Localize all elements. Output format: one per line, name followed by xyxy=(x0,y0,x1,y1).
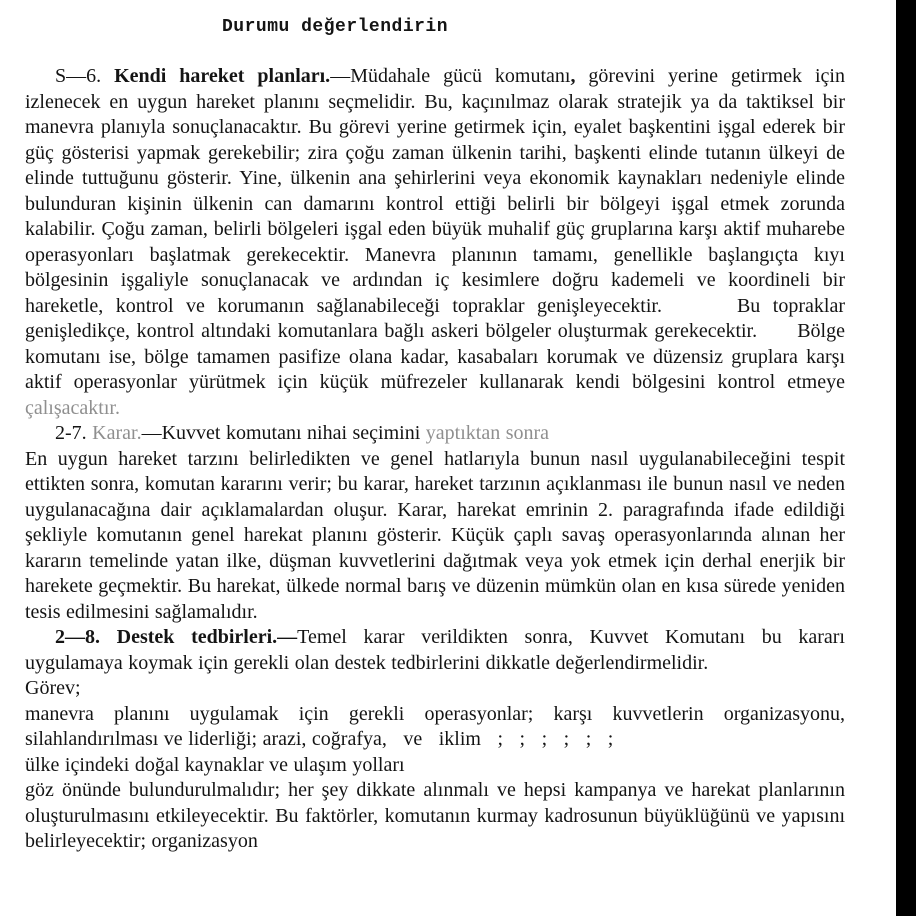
text-segment: 2-7. xyxy=(55,422,93,444)
text-segment: S—6. xyxy=(55,65,115,87)
text-segment: 2—8. Destek tedbirleri.— xyxy=(55,626,298,648)
document-text-block xyxy=(25,14,845,855)
scan-edge-bar xyxy=(896,0,916,916)
text-segment: —Kuvvet komutanı nihai seçimini xyxy=(141,422,426,444)
page-title: Durumu değerlendirin xyxy=(222,17,449,37)
text-segment: —Müdahale gücü komutanı xyxy=(330,65,571,87)
text-segment: Görev; xyxy=(25,677,81,699)
paragraph-goz-onunde-bulundurulmali xyxy=(25,778,845,855)
paragraph-2-7-karar xyxy=(25,421,845,447)
text-segment: Kendi hareket planları. xyxy=(114,65,331,87)
paragraph-2-8-destek-tedbirleri xyxy=(25,625,845,676)
text-segment: En uygun hareket tarzını belirledikten ve genel hatlarıyla bunun nasıl uygulanabileceğini tespit ettikten sonra, komutan kararını verir; bu karar, hareket tarzının açıklanması ile bunun nasıl ve neden uygulanacağına dair açıklamalardan oluşur. Karar, harekat emrinin 2. paragrafında ifade edildiği şekliyle komutanın genel harekat planını gösterir. Küçük çaplı savaş operasyonlarında alınan her kararın temelinde yatan ilke, düşman kuvvetlerini dağıtmak veya yok etmek için derhal enerjik bir harekete geçmektir. Bu harekat, ülkede normal barış ve düzenin mümkün olan en kısa sürede yeniden tesis edilmesini sağlamalıdır. xyxy=(25,447,845,623)
text-segment: , xyxy=(570,65,576,87)
text-segment: ülke içindeki doğal kaynaklar ve ulaşım yolları xyxy=(25,753,405,776)
text-segment: Temel karar verildikten sonra, Kuvvet Komutanı bu kararı uygulamaya koymak için gerekli olan destek tedbirlerini dikkatle değerlendirmelidir. xyxy=(25,626,845,674)
paragraph-ulke-dogal-kaynaklar xyxy=(25,753,845,779)
text-segment: Karar. xyxy=(92,422,142,444)
text-segment: yaptıktan sonra xyxy=(425,422,550,444)
paragraph-manevra-plani-listesi xyxy=(25,702,845,753)
text-segment: manevra planını uygulamak için gerekli operasyonlar; karşı kuvvetlerin organizasyonu, silahlandırılması ve liderliği; arazi, coğrafya, ve iklim ; ; ; ; ; ; xyxy=(25,702,845,750)
paragraph-container xyxy=(25,64,845,855)
text-segment: göz önünde bulundurulmalıdır; her şey dikkate alınmalı ve hepsi kampanya ve harekat planlarının oluşturulmasını etkileyecektir. Bu faktörler, komutanın kurmay kadrosunun büyüklüğünü ve yapısını belirleyecektir; organizasyon xyxy=(25,779,845,852)
paragraph-gorev xyxy=(25,676,845,702)
paragraph-s6-kendi-hareket-planlari xyxy=(25,64,845,421)
paragraph-en-uygun-hareket-tarzi xyxy=(25,447,845,626)
text-segment: görevini yerine getirmek için izlenecek en uygun hareket planını seçmelidir. Bu, kaçınılmaz olarak stratejik ya da taktiksel bir manevra planıyla sonuçlanacaktır. Bu görevi yerine getirmek için, eyalet başkentini işgal ederek bir güç gösterisi yapmak gerekebilir; zira çoğu zaman ülkenin tarihi, başkenti elinde tutanın ülkeyi de elinde tuttuğunu gösterir. Yine, ülkenin ana şehirlerini veya ekonomik kaynakları nedeniyle elinde bulunduran kişinin ülkenin can damarını kontrol ettiği belirli bir bölgeyi işgal etmek zorunda kalabilir. Çoğu zaman, belirli bölgeleri işgal eden büyük muhalif güç gruplarına karşı aktif muharebe operasyonları başlatmak gerekecektir. Manevra planının tamamı, genellikle başlangıçta kıyı bölgesinin işgaliyle sonuçlanacak ve ardından iç kesimlere doğru kademeli ve koordineli bir hareketle, kontrol ve korumanın sağlanabileceği topraklar genişleyecektir. Bu topraklar genişledikçe, kontrol altındaki komutanlara bağlı askeri bölgeler oluşturmak gerekecektir. Bölge komutanı ise, bölge tamamen pasifize olana kadar, kasabaları korumak ve düzensiz gruplara karşı aktif operasyonlar yürütmek için küçük müfrezeler kullanarak kendi bölgesini kontrol etmeye xyxy=(25,65,845,393)
text-segment: çalışacaktır. xyxy=(25,396,120,419)
